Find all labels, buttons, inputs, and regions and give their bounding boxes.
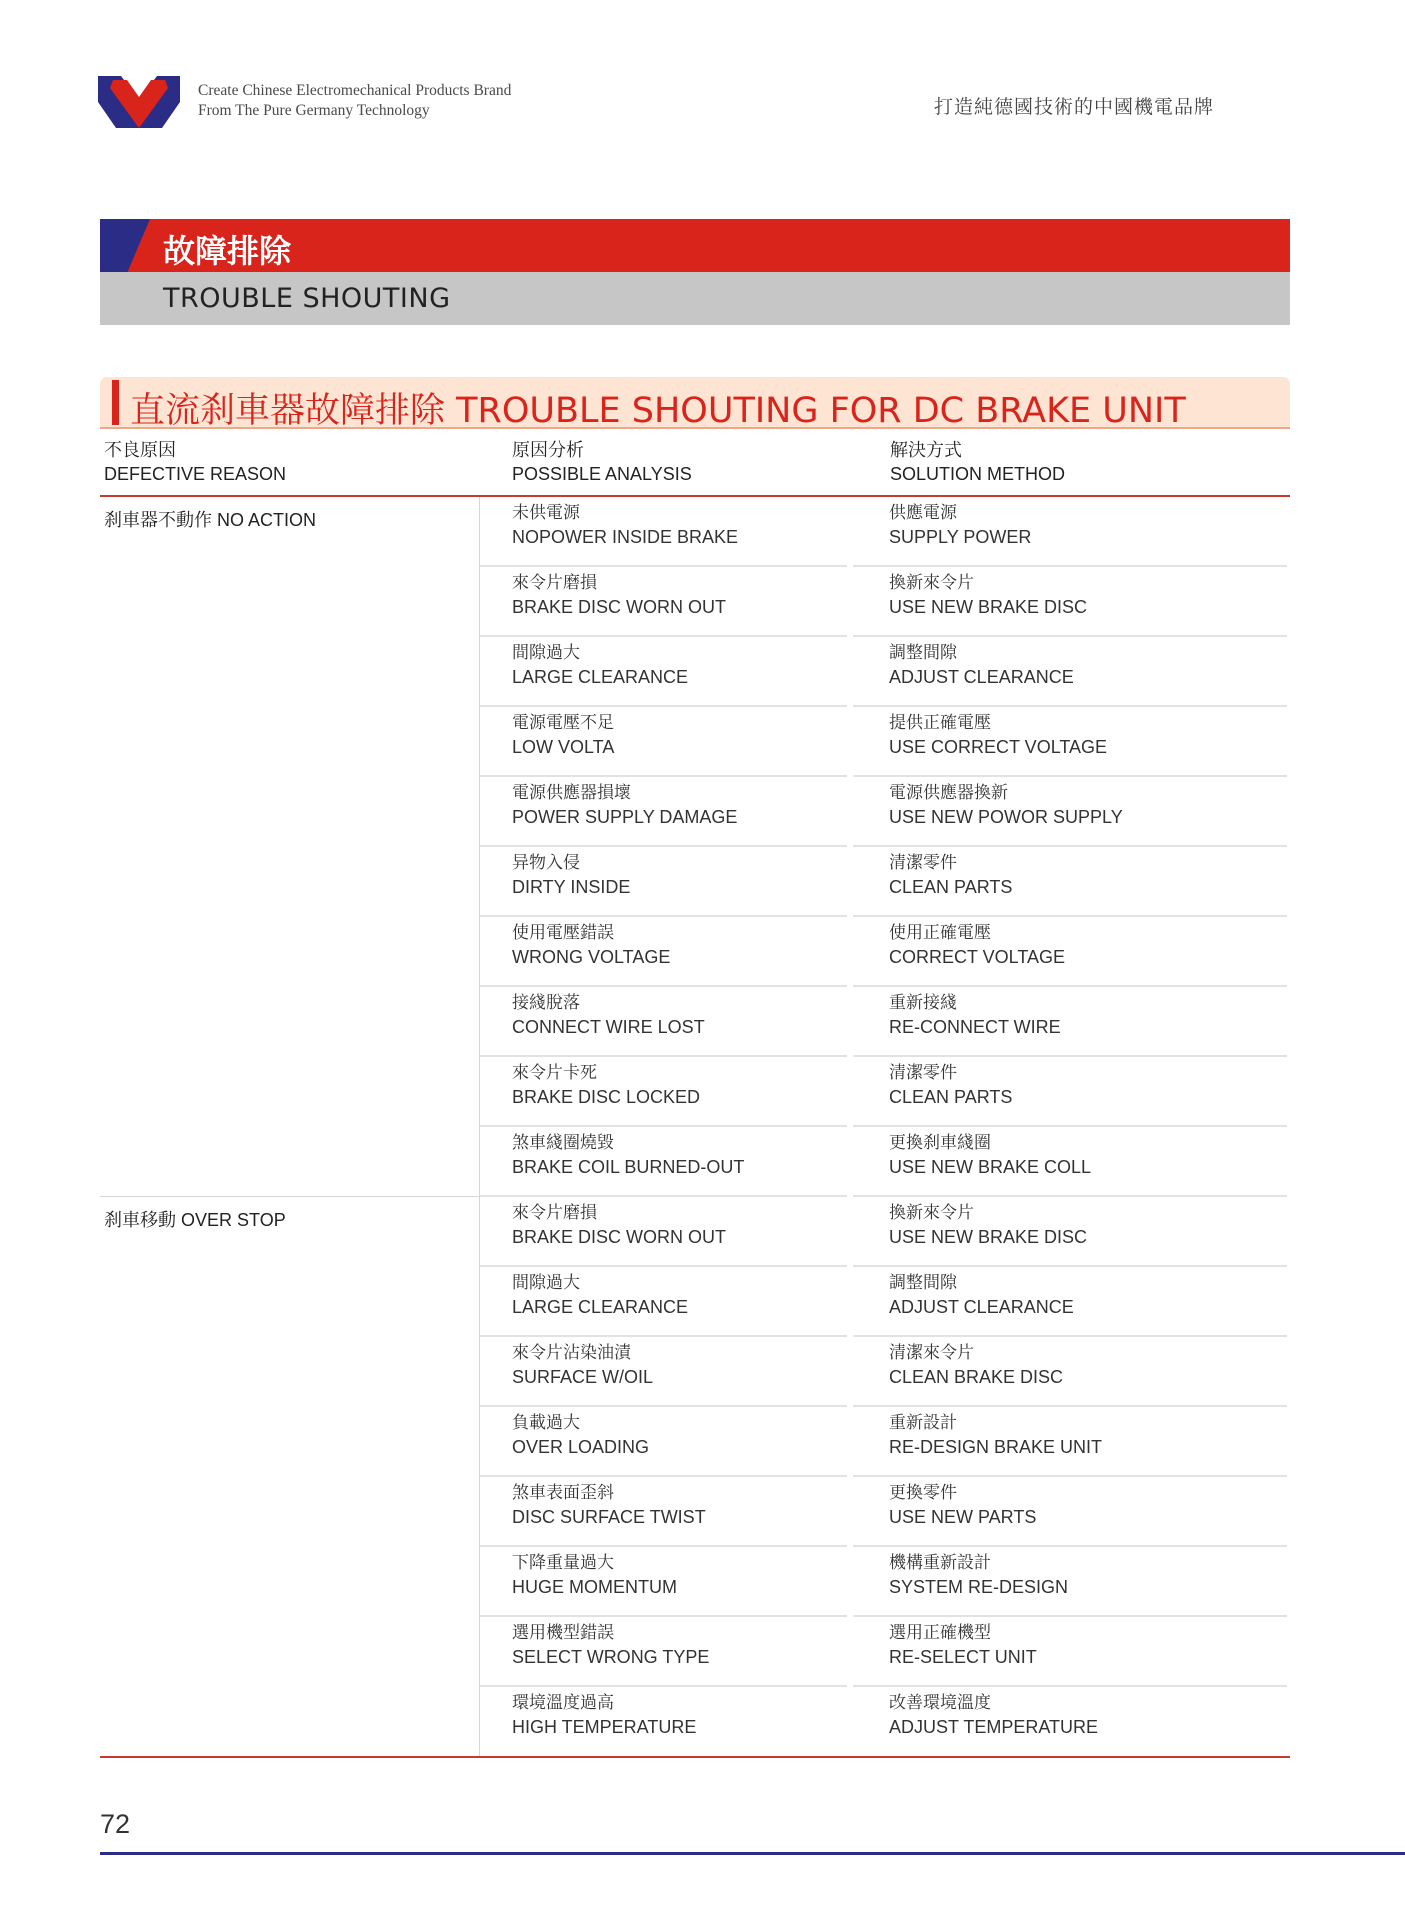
table-row: [480, 1127, 1290, 1197]
analysis-zh: 未供電源: [512, 503, 580, 522]
solution-en: CLEAN BRAKE DISC: [889, 1367, 1064, 1387]
table-row: [480, 1617, 1290, 1687]
solution-en: CORRECT VOLTAGE: [889, 947, 1066, 967]
column-header-en: DEFECTIVE REASON: [104, 464, 287, 484]
analysis-cell: [512, 1201, 726, 1249]
analysis-zh: 來令片磨損: [512, 1203, 597, 1222]
solution-en: USE CORRECT VOLTAGE: [889, 737, 1108, 757]
analysis-zh: 電源供應器損壞: [512, 783, 631, 802]
solution-en: ADJUST TEMPERATURE: [889, 1717, 1099, 1737]
analysis-zh: 來令片磨損: [512, 573, 597, 592]
solution-cell: [889, 921, 1065, 969]
solution-cell: [889, 1411, 1102, 1459]
analysis-cell: [512, 1411, 649, 1459]
tagline-line-1: Create Chinese Electromechanical Products Brand: [198, 82, 512, 99]
analysis-en: LARGE CLEARANCE: [512, 1297, 689, 1317]
solution-cell: [889, 1131, 1091, 1179]
solution-zh: 換新來令片: [889, 573, 974, 592]
tagline-line-2: From The Pure Germany Technology: [198, 102, 430, 119]
solution-zh: 換新來令片: [889, 1203, 974, 1222]
solution-en: SYSTEM RE-DESIGN: [889, 1577, 1069, 1597]
column-header-en: SOLUTION METHOD: [890, 464, 1066, 484]
column-header-zh: 原因分析: [512, 440, 584, 460]
analysis-zh: 選用機型錯誤: [512, 1623, 614, 1642]
analysis-cell: [512, 711, 614, 759]
solution-zh: 清潔零件: [889, 853, 957, 872]
analysis-en: SELECT WRONG TYPE: [512, 1647, 710, 1667]
analysis-en: BRAKE DISC WORN OUT: [512, 597, 727, 617]
table-row: [480, 1057, 1290, 1127]
solution-en: USE NEW BRAKE DISC: [889, 597, 1088, 617]
solution-zh: 清潔零件: [889, 1063, 957, 1082]
analysis-cell: [512, 571, 726, 619]
analysis-en: LOW VOLTA: [512, 737, 615, 757]
analysis-en: DISC SURFACE TWIST: [512, 1507, 706, 1527]
table-row: [480, 1477, 1290, 1547]
analysis-cell: [512, 851, 630, 899]
analysis-en: SURFACE W/OIL: [512, 1367, 654, 1387]
solution-en: USE NEW POWOR SUPPLY: [889, 807, 1123, 827]
footer-rule: [100, 1852, 1405, 1855]
analysis-cell: [512, 641, 688, 689]
analysis-zh: 電源電壓不足: [512, 713, 614, 732]
solution-cell: [889, 1271, 1074, 1319]
solution-cell: [889, 501, 1031, 549]
solution-en: CLEAN PARTS: [889, 1087, 1013, 1107]
analysis-cell: [512, 991, 705, 1039]
reason-no-action: 刹車器不動作 NO ACTION: [104, 510, 317, 530]
analysis-zh: 間隙過大: [512, 1273, 580, 1292]
banner-accent-wedge: [100, 219, 150, 272]
column-header-en: POSSIBLE ANALYSIS: [512, 464, 692, 484]
analysis-zh: 環境溫度過高: [512, 1693, 614, 1712]
table-row: [480, 567, 1290, 637]
solution-zh: 更換零件: [889, 1483, 957, 1502]
brand-tagline: [198, 81, 511, 121]
analysis-cell: [512, 1271, 688, 1319]
column-header-zh: 不良原因: [104, 440, 176, 460]
analysis-en: BRAKE COIL BURNED-OUT: [512, 1157, 745, 1177]
analysis-cell: [512, 1691, 696, 1739]
page-number: 72: [100, 1809, 131, 1839]
column-header-solution: [890, 438, 1065, 486]
column-header-analysis: [512, 438, 692, 486]
table-header: [100, 437, 1290, 497]
table-row: [480, 777, 1290, 847]
analysis-en: DIRTY INSIDE: [512, 877, 631, 897]
solution-en: SUPPLY POWER: [889, 527, 1032, 547]
table-row: [480, 637, 1290, 707]
solution-zh: 供應電源: [889, 503, 957, 522]
solution-cell: [889, 1621, 1037, 1669]
banner-grey-bar: [100, 272, 1290, 325]
analysis-zh: 下降重量過大: [512, 1553, 614, 1572]
analysis-en: CONNECT WIRE LOST: [512, 1017, 705, 1037]
table-row: [480, 1687, 1290, 1757]
solution-cell: [889, 1061, 1012, 1109]
solution-cell: [889, 711, 1107, 759]
solution-zh: 提供正確電壓: [889, 713, 991, 732]
solution-en: RE-CONNECT WIRE: [889, 1017, 1061, 1037]
solution-zh: 電源供應器換新: [889, 783, 1008, 802]
analysis-cell: [512, 1551, 677, 1599]
reason-over-stop: 刹車移動 OVER STOP: [104, 1210, 286, 1230]
analysis-en: WRONG VOLTAGE: [512, 947, 671, 967]
header-slogan: 打造純德國技術的中國機電品牌: [933, 96, 1214, 118]
analysis-en: POWER SUPPLY DAMAGE: [512, 807, 738, 827]
solution-en: RE-DESIGN BRAKE UNIT: [889, 1437, 1103, 1457]
analysis-zh: 來令片沾染油漬: [512, 1343, 631, 1362]
analysis-cell: [512, 781, 737, 829]
analysis-cell: [512, 1131, 744, 1179]
section-title: 直流刹車器故障排除 TROUBLE SHOUTING FOR DC BRAKE UNIT: [130, 391, 1186, 431]
analysis-zh: 間隙過大: [512, 643, 580, 662]
solution-zh: 改善環境溫度: [889, 1693, 991, 1712]
solution-en: RE-SELECT UNIT: [889, 1647, 1037, 1667]
solution-en: ADJUST CLEARANCE: [889, 1297, 1074, 1317]
analysis-zh: 負載過大: [512, 1413, 580, 1432]
solution-zh: 更換刹車綫圈: [889, 1133, 991, 1152]
table-row: [480, 987, 1290, 1057]
solution-zh: 重新設計: [889, 1413, 957, 1432]
table-row: [480, 1407, 1290, 1477]
banner-title-zh: 故障排除: [163, 232, 292, 270]
analysis-en: LARGE CLEARANCE: [512, 667, 689, 687]
solution-zh: 調整間隙: [889, 1273, 957, 1292]
table-row: [480, 497, 1290, 567]
solution-zh: 調整間隙: [889, 643, 957, 662]
solution-cell: [889, 571, 1087, 619]
analysis-cell: [512, 1061, 700, 1109]
analysis-en: HUGE MOMENTUM: [512, 1577, 677, 1597]
analysis-cell: [512, 1481, 706, 1529]
analysis-zh: 使用電壓錯誤: [512, 923, 614, 942]
analysis-zh: 煞車綫圈燒毀: [512, 1133, 614, 1152]
solution-cell: [889, 851, 1012, 899]
column-header-reason: [104, 438, 286, 486]
table-row: [480, 707, 1290, 777]
analysis-en: BRAKE DISC WORN OUT: [512, 1227, 727, 1247]
banner-title-en: TROUBLE SHOUTING: [163, 283, 451, 314]
banner-red-bar: [100, 219, 1290, 272]
table-row: [480, 1547, 1290, 1617]
solution-en: USE NEW BRAKE COLL: [889, 1157, 1092, 1177]
analysis-cell: [512, 501, 738, 549]
solution-zh: 選用正確機型: [889, 1623, 991, 1642]
column-header-zh: 解決方式: [890, 440, 962, 460]
analysis-en: BRAKE DISC LOCKED: [512, 1087, 701, 1107]
solution-en: USE NEW PARTS: [889, 1507, 1037, 1527]
solution-cell: [889, 781, 1123, 829]
solution-cell: [889, 1341, 1063, 1389]
table-row: [480, 1267, 1290, 1337]
analysis-cell: [512, 1341, 653, 1389]
solution-zh: 清潔來令片: [889, 1343, 974, 1362]
solution-cell: [889, 1691, 1098, 1739]
solution-zh: 機構重新設計: [889, 1553, 991, 1572]
table-row: [480, 1337, 1290, 1407]
analysis-zh: 來令片卡死: [512, 1063, 597, 1082]
solution-cell: [889, 991, 1061, 1039]
table-bottom-rule: [100, 1756, 1290, 1758]
table-row: [480, 917, 1290, 987]
solution-en: ADJUST CLEARANCE: [889, 667, 1074, 687]
analysis-en: OVER LOADING: [512, 1437, 650, 1457]
table-row: [480, 847, 1290, 917]
solution-en: USE NEW BRAKE DISC: [889, 1227, 1088, 1247]
analysis-zh: 接綫脫落: [512, 993, 580, 1012]
solution-en: CLEAN PARTS: [889, 877, 1013, 897]
analysis-cell: [512, 1621, 709, 1669]
section-accent-bar: [112, 380, 119, 425]
table-row: [480, 1197, 1290, 1267]
analysis-cell: [512, 921, 670, 969]
solution-cell: [889, 1201, 1087, 1249]
analysis-en: NOPOWER INSIDE BRAKE: [512, 527, 739, 547]
section-heading: [100, 377, 1290, 429]
solution-cell: [889, 1551, 1068, 1599]
analysis-en: HIGH TEMPERATURE: [512, 1717, 697, 1737]
analysis-zh: 煞車表面歪斜: [512, 1483, 614, 1502]
solution-zh: 重新接綫: [889, 993, 957, 1012]
group-divider: [100, 1196, 480, 1197]
analysis-zh: 异物入侵: [512, 853, 580, 872]
solution-cell: [889, 641, 1074, 689]
solution-cell: [889, 1481, 1036, 1529]
brand-logo: [98, 76, 180, 128]
solution-zh: 使用正確電壓: [889, 923, 991, 942]
